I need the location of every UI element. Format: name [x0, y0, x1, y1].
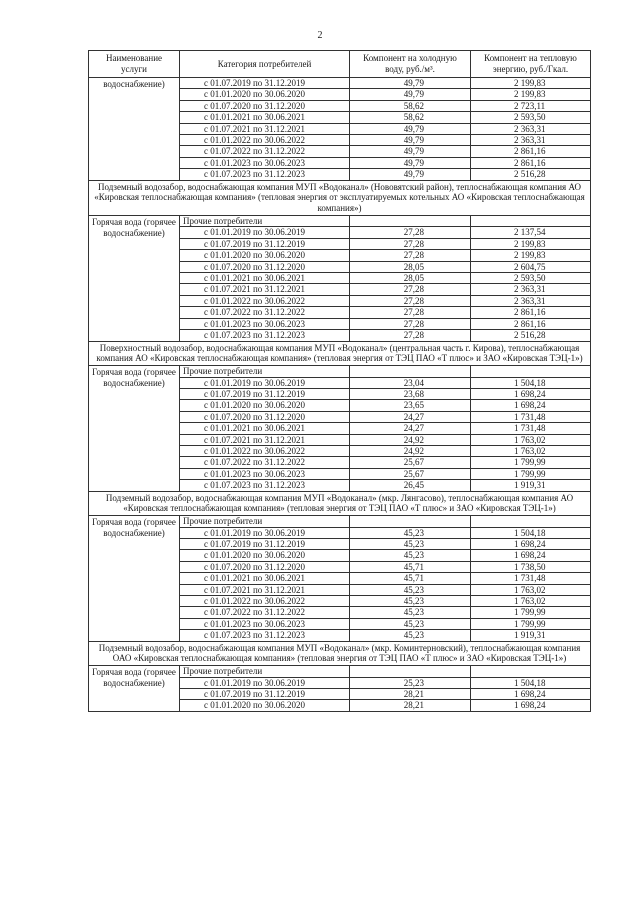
period-cell: с 01.07.2020 по 31.12.2020 [180, 261, 350, 272]
cold-value-cell: 28,21 [350, 689, 471, 700]
heat-value-cell: 1 919,31 [471, 480, 591, 491]
heat-value-cell: 1 504,18 [471, 527, 591, 538]
period-cell: с 01.01.2023 по 30.06.2023 [180, 318, 350, 329]
period-cell: с 01.07.2023 по 31.12.2023 [180, 630, 350, 641]
header-service: Наименование услуги [89, 51, 180, 78]
period-cell: с 01.07.2020 по 31.12.2020 [180, 411, 350, 422]
heat-value-cell: 1 698,24 [471, 400, 591, 411]
heat-value-cell: 1 799,99 [471, 468, 591, 479]
cold-value-cell: 45,23 [350, 630, 471, 641]
heat-value-cell: 2 363,31 [471, 123, 591, 134]
period-cell: с 01.01.2019 по 30.06.2019 [180, 527, 350, 538]
cold-value-cell: 23,04 [350, 377, 471, 388]
period-cell: с 01.01.2021 по 30.06.2021 [180, 273, 350, 284]
period-cell: с 01.01.2022 по 30.06.2022 [180, 445, 350, 456]
heat-value-cell: 2 199,83 [471, 250, 591, 261]
period-cell: с 01.07.2021 по 31.12.2021 [180, 584, 350, 595]
category-head: Прочие потребители [180, 216, 350, 227]
period-cell: с 01.07.2022 по 31.12.2022 [180, 307, 350, 318]
heat-value-cell: 1 799,99 [471, 618, 591, 629]
period-cell: с 01.07.2022 по 31.12.2022 [180, 607, 350, 618]
heat-value-cell: 2 861,16 [471, 318, 591, 329]
heat-value-cell: 1 731,48 [471, 411, 591, 422]
empty-cell [471, 516, 591, 527]
cold-value-cell: 45,23 [350, 538, 471, 549]
period-cell: с 01.01.2019 по 30.06.2019 [180, 377, 350, 388]
category-row [89, 516, 591, 527]
heat-value-cell: 1 731,48 [471, 423, 591, 434]
period-cell: с 01.07.2023 по 31.12.2023 [180, 330, 350, 341]
cold-value-cell: 25,67 [350, 468, 471, 479]
period-cell: с 01.01.2023 по 30.06.2023 [180, 468, 350, 479]
heat-value-cell: 2 137,54 [471, 227, 591, 238]
table-body [89, 78, 591, 712]
period-cell: с 01.07.2023 по 31.12.2023 [180, 169, 350, 180]
period-cell: с 01.01.2020 по 30.06.2020 [180, 550, 350, 561]
heat-value-cell: 2 593,50 [471, 273, 591, 284]
cold-value-cell: 25,23 [350, 677, 471, 688]
cold-value-cell: 49,79 [350, 78, 471, 89]
period-cell: с 01.01.2020 по 30.06.2020 [180, 400, 350, 411]
period-cell: с 01.07.2021 по 31.12.2021 [180, 284, 350, 295]
cold-value-cell: 24,92 [350, 434, 471, 445]
cold-value-cell: 58,62 [350, 100, 471, 111]
cold-value-cell: 24,27 [350, 423, 471, 434]
cold-value-cell: 58,62 [350, 112, 471, 123]
heat-value-cell: 1 698,24 [471, 550, 591, 561]
category-head: Прочие потребители [180, 516, 350, 527]
period-cell: с 01.07.2019 по 31.12.2019 [180, 238, 350, 249]
section-row [89, 491, 591, 516]
heat-value-cell: 1 763,02 [471, 596, 591, 607]
tariff-table [88, 50, 591, 712]
service-name: Горячая вода (горячее водоснабжение) [89, 516, 180, 641]
cold-value-cell: 45,23 [350, 618, 471, 629]
period-cell: с 01.01.2021 по 30.06.2021 [180, 573, 350, 584]
heat-value-cell: 2 593,50 [471, 112, 591, 123]
heat-value-cell: 2 861,16 [471, 146, 591, 157]
heat-value-cell: 2 199,83 [471, 89, 591, 100]
period-cell: с 01.07.2022 по 31.12.2022 [180, 457, 350, 468]
empty-cell [471, 666, 591, 677]
heat-value-cell: 1 731,48 [471, 573, 591, 584]
period-cell: с 01.07.2022 по 31.12.2022 [180, 146, 350, 157]
cold-value-cell: 26,45 [350, 480, 471, 491]
service-name: водоснабжение) [89, 78, 180, 181]
period-cell: с 01.01.2020 по 30.06.2020 [180, 700, 350, 711]
period-cell: с 01.07.2019 по 31.12.2019 [180, 78, 350, 89]
empty-cell [350, 366, 471, 377]
cold-value-cell: 49,79 [350, 89, 471, 100]
section-title: Подземный водозабор, водоснабжающая компания МУП «Водоканал» (мкр. Лянгасово), теплоснабжающая компания АО «Кировская теплоснабжающая компания» (тепловая энергия от ТЭЦ ПАО «Т плюс» и ЗАО «Кировская ТЭЦ-1») [89, 491, 591, 516]
heat-value-cell: 2 199,83 [471, 238, 591, 249]
period-cell: с 01.01.2020 по 30.06.2020 [180, 89, 350, 100]
category-row [89, 666, 591, 677]
cold-value-cell: 27,28 [350, 250, 471, 261]
tariff-document [88, 50, 590, 712]
heat-value-cell: 1 504,18 [471, 377, 591, 388]
cold-value-cell: 49,79 [350, 157, 471, 168]
cold-value-cell: 45,23 [350, 527, 471, 538]
cold-value-cell: 24,27 [350, 411, 471, 422]
cold-value-cell: 49,79 [350, 146, 471, 157]
period-cell: с 01.01.2019 по 30.06.2019 [180, 677, 350, 688]
section-row [89, 180, 591, 215]
period-cell: с 01.07.2021 по 31.12.2021 [180, 434, 350, 445]
heat-value-cell: 1 504,18 [471, 677, 591, 688]
heat-value-cell: 1 919,31 [471, 630, 591, 641]
page-number: 2 [317, 30, 323, 41]
cold-value-cell: 23,68 [350, 388, 471, 399]
cold-value-cell: 23,65 [350, 400, 471, 411]
heat-value-cell: 2 861,16 [471, 307, 591, 318]
cold-value-cell: 49,79 [350, 135, 471, 146]
period-cell: с 01.01.2023 по 30.06.2023 [180, 157, 350, 168]
period-cell: с 01.01.2021 по 30.06.2021 [180, 423, 350, 434]
empty-cell [471, 366, 591, 377]
cold-value-cell: 28,05 [350, 273, 471, 284]
cold-value-cell: 27,28 [350, 238, 471, 249]
table-header [89, 51, 591, 78]
cold-value-cell: 49,79 [350, 169, 471, 180]
heat-value-cell: 2 516,28 [471, 169, 591, 180]
category-head: Прочие потребители [180, 666, 350, 677]
heat-value-cell: 2 363,31 [471, 284, 591, 295]
cold-value-cell: 45,23 [350, 607, 471, 618]
cold-value-cell: 24,92 [350, 445, 471, 456]
period-cell: с 01.07.2019 по 31.12.2019 [180, 538, 350, 549]
period-cell: с 01.07.2021 по 31.12.2021 [180, 123, 350, 134]
section-row [89, 341, 591, 366]
section-title: Поверхностный водозабор, водоснабжающая компания МУП «Водоканал» (центральная часть г. Кирова), теплоснабжающая компания АО «Кировская теплоснабжающая компания» (тепловая энергия от ТЭЦ ПАО «Т плюс» и ЗАО «Кировская ТЭЦ-1») [89, 341, 591, 366]
period-cell: с 01.01.2022 по 30.06.2022 [180, 295, 350, 306]
period-cell: с 01.01.2019 по 30.06.2019 [180, 227, 350, 238]
category-row [89, 216, 591, 227]
cold-value-cell: 27,28 [350, 307, 471, 318]
cold-value-cell: 45,23 [350, 550, 471, 561]
section-row [89, 641, 591, 666]
period-cell: с 01.01.2022 по 30.06.2022 [180, 135, 350, 146]
service-name: Горячая вода (горячее водоснабжение) [89, 216, 180, 341]
cold-value-cell: 27,28 [350, 318, 471, 329]
category-head: Прочие потребители [180, 366, 350, 377]
cold-value-cell: 45,71 [350, 561, 471, 572]
heat-value-cell: 2 199,83 [471, 78, 591, 89]
empty-cell [350, 666, 471, 677]
heat-value-cell: 1 738,50 [471, 561, 591, 572]
header-cold-component: Компонент на холодную воду, руб./м³. [350, 51, 471, 78]
service-name: Горячая вода (горячее водоснабжение) [89, 666, 180, 712]
cold-value-cell: 27,28 [350, 295, 471, 306]
cold-value-cell: 28,05 [350, 261, 471, 272]
category-row [89, 366, 591, 377]
section-title: Подземный водозабор, водоснабжающая компания МУП «Водоканал» (мкр. Коминтерновский), теплоснабжающая компания ОАО «Кировская теплоснабжающая компания» (тепловая энергия от ТЭЦ ПАО «Т плюс» и ЗАО «Кировская ТЭЦ-1») [89, 641, 591, 666]
header-category: Категория потребителей [180, 51, 350, 78]
table-row [89, 78, 591, 89]
period-cell: с 01.07.2023 по 31.12.2023 [180, 480, 350, 491]
heat-value-cell: 1 698,24 [471, 388, 591, 399]
section-title: Подземный водозабор, водоснабжающая компания МУП «Водоканал» (Нововятский район), теплоснабжающая компания АО «Кировская теплоснабжающая компания» (тепловая энергия от эксплуатируемых котельных АО «Кировская теплоснабжающая компания») [89, 180, 591, 215]
heat-value-cell: 1 799,99 [471, 457, 591, 468]
cold-value-cell: 45,71 [350, 573, 471, 584]
cold-value-cell: 45,23 [350, 584, 471, 595]
heat-value-cell: 2 604,75 [471, 261, 591, 272]
service-name: Горячая вода (горячее водоснабжение) [89, 366, 180, 491]
heat-value-cell: 1 763,02 [471, 434, 591, 445]
cold-value-cell: 25,67 [350, 457, 471, 468]
cold-value-cell: 28,21 [350, 700, 471, 711]
cold-value-cell: 45,23 [350, 596, 471, 607]
empty-cell [350, 216, 471, 227]
period-cell: с 01.07.2020 по 31.12.2020 [180, 561, 350, 572]
cold-value-cell: 27,28 [350, 284, 471, 295]
heat-value-cell: 2 363,31 [471, 295, 591, 306]
cold-value-cell: 49,79 [350, 123, 471, 134]
heat-value-cell: 1 698,24 [471, 538, 591, 549]
empty-cell [350, 516, 471, 527]
period-cell: с 01.01.2023 по 30.06.2023 [180, 618, 350, 629]
period-cell: с 01.01.2020 по 30.06.2020 [180, 250, 350, 261]
header-heat-component: Компонент на тепловую энергию, руб./Гкал. [471, 51, 591, 78]
period-cell: с 01.07.2019 по 31.12.2019 [180, 388, 350, 399]
heat-value-cell: 1 763,02 [471, 584, 591, 595]
period-cell: с 01.01.2022 по 30.06.2022 [180, 596, 350, 607]
heat-value-cell: 2 861,16 [471, 157, 591, 168]
heat-value-cell: 1 698,24 [471, 700, 591, 711]
heat-value-cell: 1 799,99 [471, 607, 591, 618]
heat-value-cell: 2 363,31 [471, 135, 591, 146]
cold-value-cell: 27,28 [350, 227, 471, 238]
heat-value-cell: 2 723,11 [471, 100, 591, 111]
heat-value-cell: 1 763,02 [471, 445, 591, 456]
empty-cell [471, 216, 591, 227]
heat-value-cell: 1 698,24 [471, 689, 591, 700]
cold-value-cell: 27,28 [350, 330, 471, 341]
period-cell: с 01.01.2021 по 30.06.2021 [180, 112, 350, 123]
period-cell: с 01.07.2020 по 31.12.2020 [180, 100, 350, 111]
heat-value-cell: 2 516,28 [471, 330, 591, 341]
period-cell: с 01.07.2019 по 31.12.2019 [180, 689, 350, 700]
